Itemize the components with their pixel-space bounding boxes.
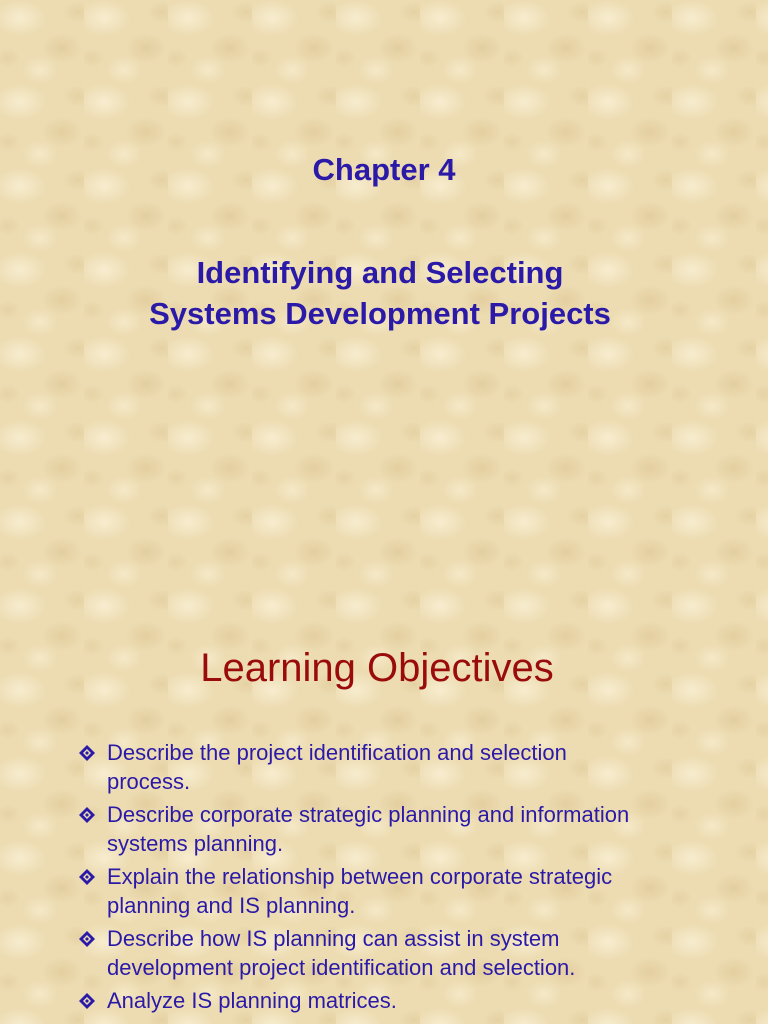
objectives-slide [0,560,768,1024]
objectives-heading: Learning Objectives [200,646,554,690]
diamond-bullet-icon [78,744,96,762]
objective-item [76,924,756,982]
objective-line: Describe the project identification and selection [107,740,567,765]
subtitle-line-2: Systems Development Projects [149,296,611,331]
diamond-bullet-icon [78,930,96,948]
objective-item [76,986,756,1015]
objective-item [76,862,756,920]
objective-line: process. [107,769,191,794]
objective-line: Describe corporate strategic planning and information [107,802,630,827]
objective-line: planning and IS planning. [107,893,356,918]
objective-item [76,738,756,796]
subtitle-line-1: Identifying and Selecting [196,255,564,290]
chapter-title: Chapter 4 [312,152,456,187]
diamond-bullet-icon [78,992,96,1010]
objectives-list [76,738,756,1019]
objective-line: Describe how IS planning can assist in system [107,926,560,951]
chapter-subtitle [0,252,760,334]
diamond-bullet-icon [78,806,96,824]
objective-item [76,800,756,858]
objective-line: development project identification and selection. [107,955,576,980]
objective-line: Explain the relationship between corporate strategic [107,864,613,889]
diamond-bullet-icon [78,868,96,886]
objective-line: Analyze IS planning matrices. [107,988,397,1013]
objective-line: systems planning. [107,831,284,856]
